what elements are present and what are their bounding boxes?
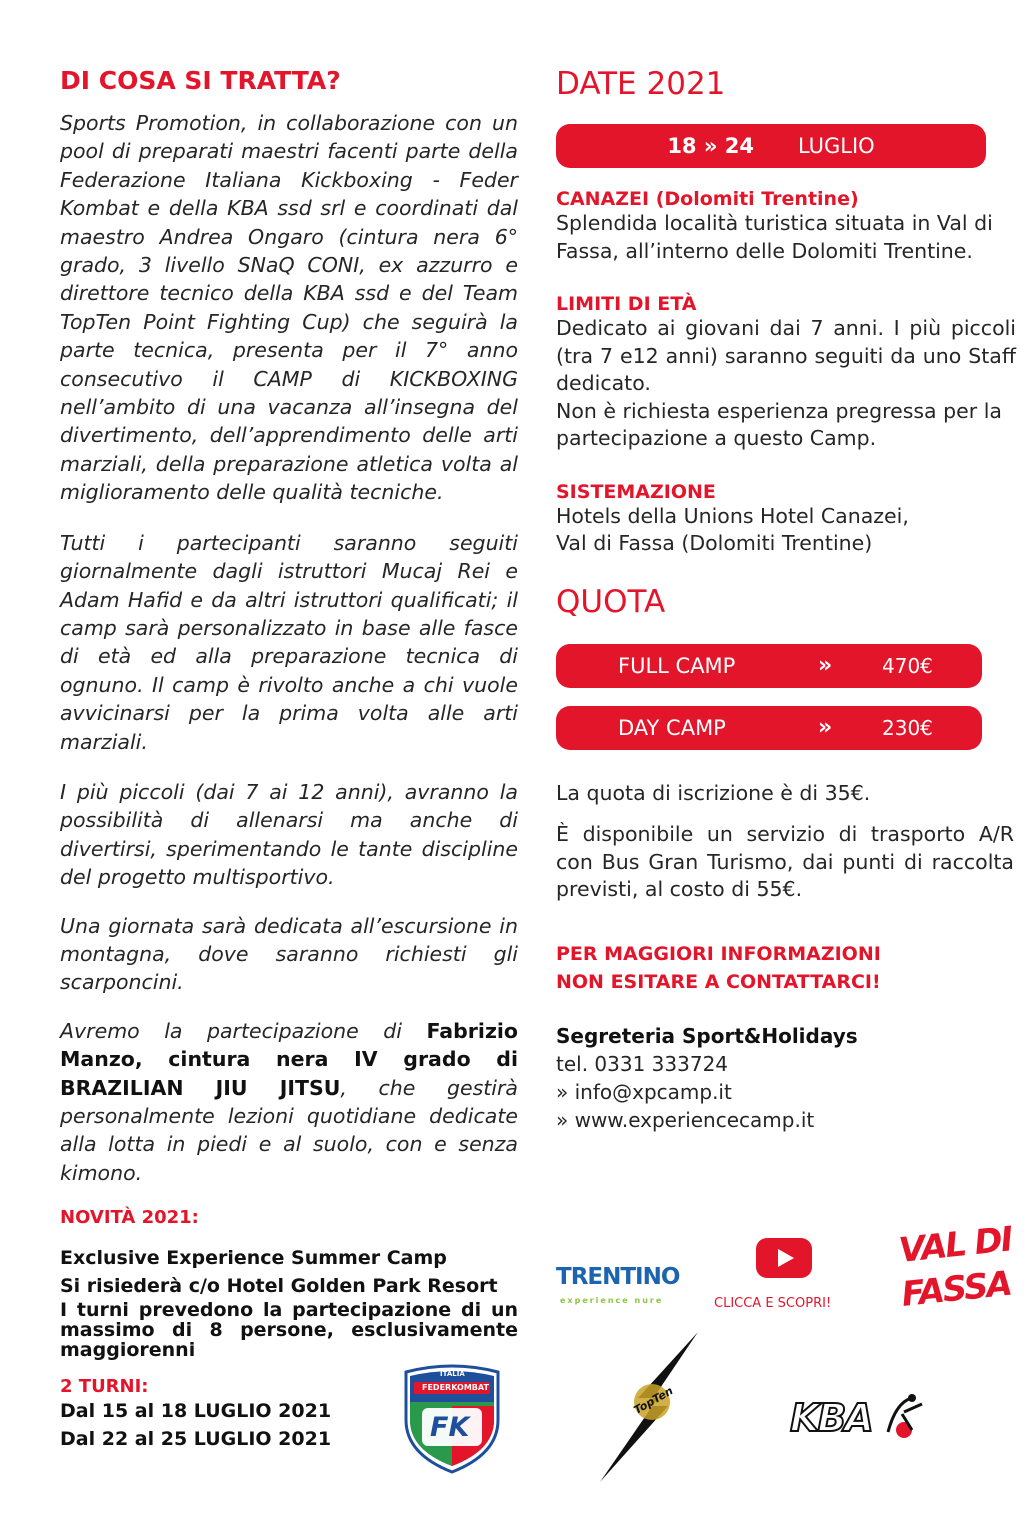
youtube-caption[interactable]: CLICCA E SCOPRI! (714, 1296, 832, 1311)
day-camp-label: DAY CAMP (618, 715, 726, 740)
limiti-title: LIMITI DI ETÀ (556, 293, 697, 315)
phone-number: tel. 0331 333724 (556, 1051, 729, 1076)
fk-top-text: ITALIA (440, 1370, 465, 1378)
canazei-body: Splendida località turistica situata in Val di Fassa, all’interno delle Dolomiti Trentine. (556, 211, 993, 263)
trentino-subtitle: experience nure (560, 1296, 664, 1305)
day-camp-price: 230€ (882, 715, 933, 740)
date-month: LUGLIO (797, 134, 875, 158)
full-camp-arrow: » (818, 653, 833, 678)
turni-title: 2 TURNI: (60, 1376, 149, 1398)
guest-intro: Avremo la partecipazione di (60, 1018, 427, 1043)
sistemazione-line-2: Val di Fassa (Dolomiti Trentine) (556, 531, 873, 555)
segreteria-name: Segreteria Sport&Holidays (556, 1023, 858, 1048)
guest-description: , che gestirà personalmente lezioni quotidiane dedicate alla lotta in piedi e al suolo, con e senza kimono. (60, 1075, 518, 1185)
canazei-title: CANAZEI (Dolomiti Trentine) (556, 188, 859, 210)
novita-line-2: Si risiederà c/o Hotel Golden Park Resort (60, 1275, 498, 1298)
email-link[interactable]: » info@xpcamp.it (556, 1079, 732, 1104)
guest-name: Fabrizio Manzo, cintura nera IV grado di BRAZILIAN JIU JITSU (60, 1018, 518, 1100)
youtube-play-icon (756, 1238, 812, 1278)
valdifassa-logo (892, 1215, 1014, 1337)
youtube-button[interactable] (756, 1238, 812, 1278)
trasporto-text: È disponibile un servizio di trasporto A/R con Bus Gran Turismo, dai punti di raccolta previsti, al costo di 55€. (556, 822, 1014, 901)
kba-logo (790, 1392, 930, 1446)
fk-mark-text: FK (430, 1412, 470, 1443)
section-title-what: DI COSA SI TRATTA? (60, 66, 341, 95)
info-line-2: NON ESITARE A CONTATTARCI! (556, 970, 881, 993)
trentino-logo (556, 1258, 682, 1314)
valdifassa-line-2: FASSA (899, 1263, 1013, 1315)
novita-line-1: Exclusive Experience Summer Camp (60, 1247, 447, 1270)
trentino-wordmark: TRENTINO (556, 1264, 680, 1290)
topten-logo (598, 1332, 702, 1482)
kids-paragraph: I più piccoli (dai 7 ai 12 anni), avranno la possibilità di allenarsi ma anche di divertirsi, sperimentando le tante discipline del progetto multisportivo. (60, 779, 518, 890)
intro-paragraph: Sports Promotion, in collaborazione con un pool di preparati maestri facenti parte della Federazione Italiana Kickboxing - Feder Kombat e della KBA ssd srl e coordinati dal maestro Andrea Ongaro (cintura nera 6° grado, 3 livello SNaQ CONI, ex azzurro e direttore tecnico della KBA ssd e del Team TopTen Point Fighting Cup) che seguirà la parte tecnica, presenta per il 7° anno consecutivo il CAMP di KICKBOXING nell’ambito di una vacanza all’insegna del divertimento, dell’apprendimento delle arti marziali, della preparazione atletica volta al miglioramento delle qualità tecniche. (60, 111, 518, 505)
fk-band-text: FEDERKOMBAT (422, 1383, 489, 1392)
section-title-quota: QUOTA (556, 583, 666, 620)
website-link[interactable]: » www.experiencecamp.it (556, 1107, 815, 1132)
right-column (556, 66, 1016, 1134)
instructors-paragraph: Tutti i partecipanti saranno seguiti giornalmente dagli istruttori Mucaj Rei e Adam Hafid e da altri istruttori qualificati; il camp sarà personalizzato in base alle fasce di età ed alla preparazione tecnica di ognuno. Il camp è rivolto anche a chi vuole avvicinarsi per la prima volta alle arti marziali. (60, 530, 518, 754)
contact-block (556, 1022, 1016, 1134)
sistemazione-line-1: Hotels della Unions Hotel Canazei, (556, 503, 909, 528)
day-camp-arrow: » (818, 715, 833, 740)
turno-1: Dal 15 al 18 LUGLIO 2021 (60, 1400, 332, 1423)
date-pill (556, 124, 986, 168)
guest-paragraph (60, 1017, 518, 1187)
valdifassa-line-1: VAL DI (897, 1219, 1014, 1271)
novita-title: NOVITÀ 2021: (60, 1207, 199, 1229)
kickboxer-figure-icon (882, 1392, 926, 1440)
left-column (60, 66, 518, 1453)
day-camp-pill (556, 706, 982, 750)
limiti-body-2: Non è richiesta esperienza pregressa per la partecipazione a questo Camp. (556, 398, 1002, 450)
novita-line-3: I turni prevedono la partecipazione di un massimo di 8 persone, esclusivamente maggiorenni (60, 1299, 518, 1362)
kba-wordmark: KBA (790, 1396, 872, 1440)
federkombat-logo (400, 1362, 504, 1474)
full-camp-label: FULL CAMP (618, 653, 736, 678)
section-title-dates: DATE 2021 (556, 66, 726, 102)
novita-body (60, 1244, 518, 1360)
full-camp-price: 470€ (882, 653, 933, 678)
limiti-body-1: Dedicato ai giovani dai 7 anni. I più piccoli (tra 7 e12 anni) saranno seguiti da uno Staff dedicato. (556, 316, 1016, 395)
sistemazione-title: SISTEMAZIONE (556, 480, 716, 503)
info-line-1: PER MAGGIORI INFORMAZIONI (556, 942, 881, 965)
turno-2: Dal 22 al 25 LUGLIO 2021 (60, 1428, 332, 1451)
topten-text: TopTen (631, 1384, 676, 1417)
excursion-paragraph: Una giornata sarà dedicata all’escursione in montagna, dove saranno richiesti gli scarponcini. (60, 913, 518, 995)
full-camp-pill (556, 644, 982, 688)
iscrizione-text: La quota di iscrizione è di 35€. (556, 780, 871, 805)
date-range: 18 » 24 (667, 134, 754, 158)
